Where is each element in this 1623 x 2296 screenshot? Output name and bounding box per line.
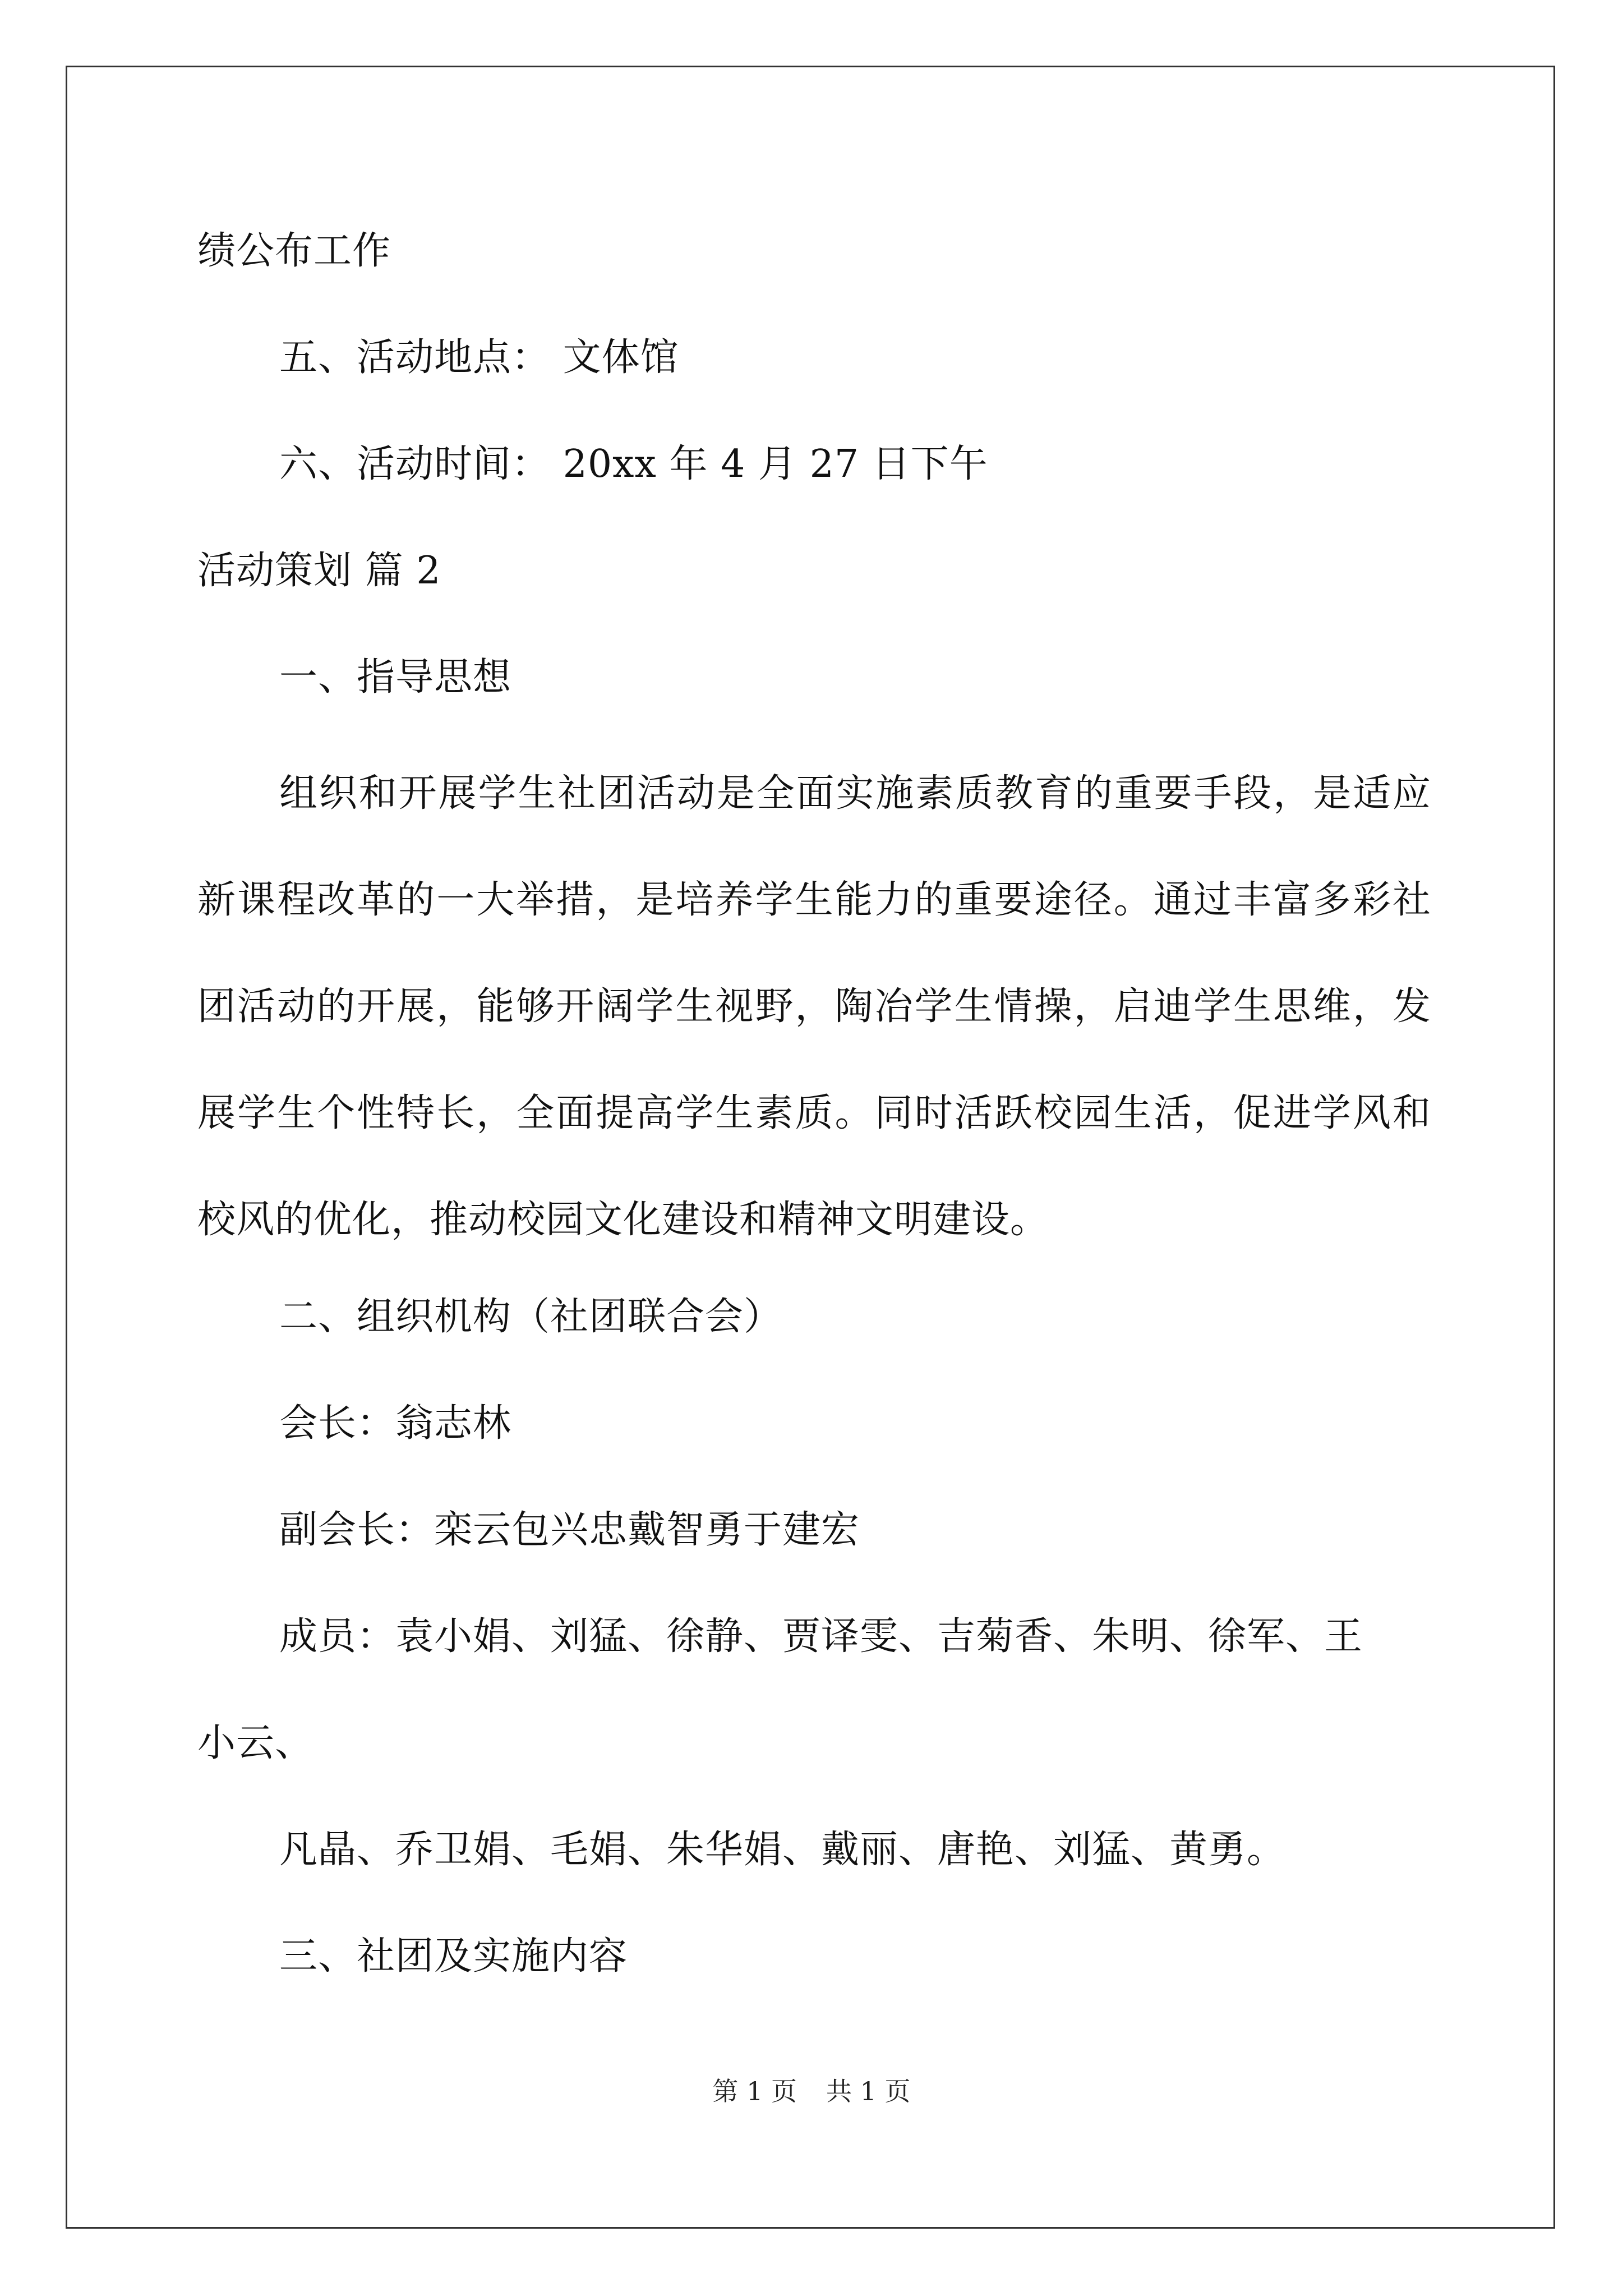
text-members-1: 成员：袁小娟、刘猛、徐静、贾译雯、吉菊香、朱明、徐军、王	[279, 1614, 1363, 1659]
text-members-3: 凡晶、乔卫娟、毛娟、朱华娟、戴丽、唐艳、刘猛、黄勇。	[279, 1828, 1286, 1872]
heading-guiding-ideology: 一、指导思想	[279, 655, 512, 700]
text-vice-president: 副会长：栾云包兴忠戴智勇于建宏	[279, 1508, 860, 1552]
guiding-paragraph: 组织和开展学生社团活动是全面实施素质教育的重要手段，是适应新课程改革的一大举措，是培养学生能力的重要途径。通过丰富多彩社团活动的开展，能够开阔学生视野，陶冶学生情操，启迪学生思维，发展学生个性特长，全面提高学生素质。同时活跃校园生活，促进学风和校风的优化，推动校园文化建设和精神文明建设。	[197, 771, 1431, 1242]
text-line-time: 六、活动时间： 20xx 年 4 月 27 日下午	[279, 442, 988, 486]
text-president: 会长：翁志林	[279, 1401, 512, 1446]
text-members-2: 小云、	[197, 1721, 314, 1765]
page-number: 第 1 页	[712, 2076, 797, 2106]
heading-organization: 二、组织机构（社团联合会）	[279, 1295, 783, 1339]
page-total: 共 1 页	[826, 2076, 911, 2106]
page-footer	[0, 2076, 1623, 2107]
text-line-continuation: 绩公布工作	[197, 229, 391, 273]
section-title: 活动策划 篇 2	[197, 549, 441, 593]
heading-section-3: 三、社团及实施内容	[279, 1934, 628, 1978]
text-line-location: 五、活动地点： 文体馆	[279, 335, 679, 380]
